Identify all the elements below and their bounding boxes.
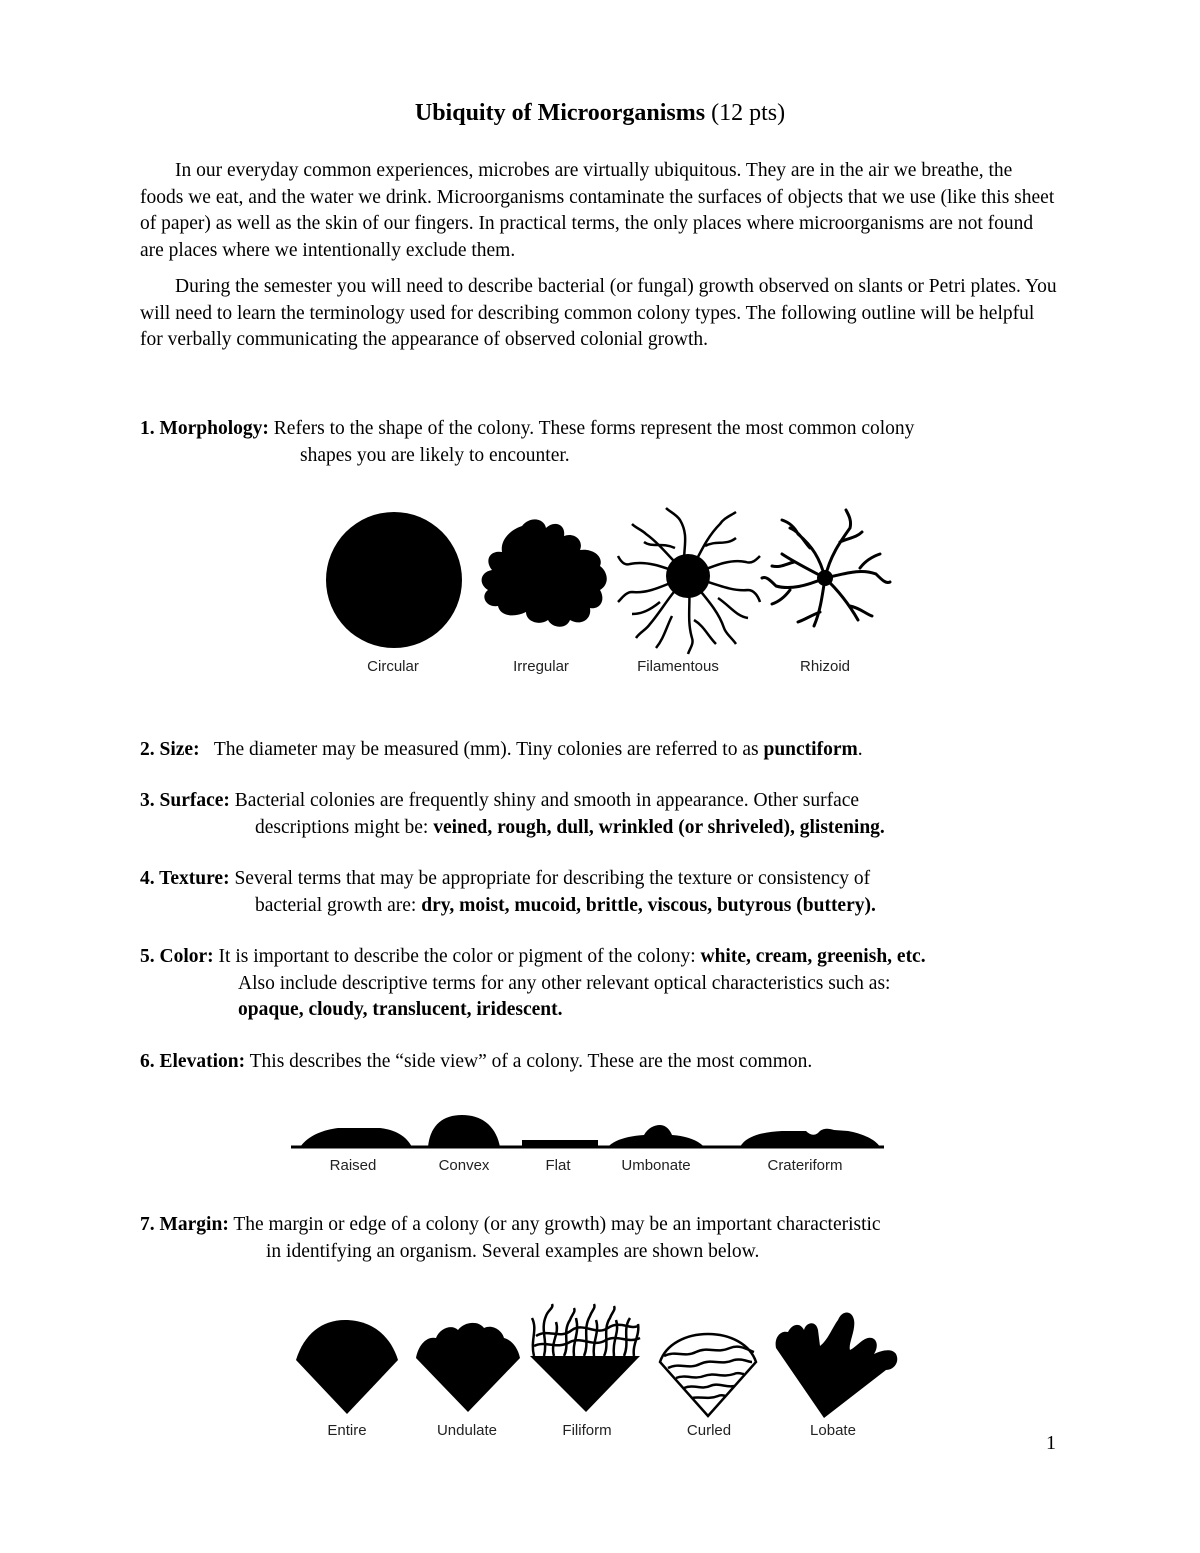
caption-lobate: Lobate: [810, 1422, 856, 1439]
margin-figure: [290, 1300, 920, 1420]
elevation-label: 6. Elevation:: [140, 1051, 246, 1072]
color-item: [140, 944, 1070, 1024]
size-term: punctiform: [763, 739, 858, 760]
filamentous-colony-shape: [618, 508, 760, 654]
size-item: [140, 737, 1070, 764]
margin-text-1: The margin or edge of a colony (or any growth) may be an important characteristic: [233, 1214, 881, 1235]
elevation-figure: [288, 1108, 888, 1152]
margin-text-2: in identifying an organism. Several examples are shown below.: [266, 1240, 760, 1262]
surface-terms: veined, rough, dull, wrinkled (or shriveled), glistening.: [433, 816, 885, 838]
surface-text-2-wrap: [140, 815, 1070, 842]
elevation-item: [140, 1049, 1070, 1076]
margin-item: [140, 1212, 1070, 1265]
convex-elevation-shape: [428, 1115, 500, 1147]
intro-paragraph-2: During the semester you will need to describe bacterial (or fungal) growth observed on slants or Petri plates. You will need to learn the terminology used for describing common colony types. The following outline will be helpful for verbally communicating the appearance of observed colonial growth.: [140, 276, 1057, 350]
caption-irregular: Irregular: [513, 658, 569, 675]
size-label: 2. Size:: [140, 739, 200, 760]
caption-undulate: Undulate: [436, 1422, 498, 1439]
morphology-text-1: Refers to the shape of the colony. These forms represent the most common colony: [273, 418, 915, 439]
flat-elevation-shape: [522, 1140, 598, 1147]
texture-terms: dry, moist, mucoid, brittle, viscous, butyrous (buttery).: [421, 894, 876, 916]
surface-text-2: descriptions might be:: [255, 816, 429, 838]
size-period: .: [857, 739, 863, 760]
size-text: The diameter may be measured (mm). Tiny colonies are referred to as: [213, 739, 759, 760]
filiform-margin-shape: [530, 1304, 640, 1412]
texture-text-1: Several terms that may be appropriate for describing the texture or consistency of: [234, 868, 871, 889]
caption-raised: Raised: [329, 1157, 377, 1174]
intro-paragraph-1: In our everyday common experiences, microbes are virtually ubiquitous. They are in the air we breathe, the foods we eat, and the water we drink. Microorganisms contaminate the surfaces of objects that we use (like this sheet of paper) as well as the skin of our fingers. In practical terms, the only places where microorganisms are not found are places where we intentionally exclude them.: [140, 160, 1055, 261]
caption-convex: Convex: [438, 1157, 490, 1174]
caption-flat: Flat: [545, 1157, 571, 1174]
surface-label: 3. Surface:: [140, 790, 230, 811]
caption-filiform: Filiform: [562, 1422, 612, 1439]
color-text-1: It is important to describe the color or pigment of the colony:: [218, 946, 696, 967]
irregular-colony-shape: [482, 519, 607, 626]
color-text-2: Also include descriptive terms for any other relevant optical characteristics such as:: [238, 972, 891, 994]
rhizoid-colony-shape: [762, 510, 890, 626]
morphology-figure: [300, 498, 900, 658]
umbonate-elevation-shape: [608, 1125, 704, 1147]
morphology-text-2: shapes you are likely to encounter.: [300, 444, 570, 466]
caption-umbonate: Umbonate: [621, 1157, 691, 1174]
texture-text-2: bacterial growth are:: [255, 894, 417, 916]
title-main: Ubiquity of Microorganisms: [414, 100, 706, 126]
color-terms-1: white, cream, greenish, etc.: [700, 946, 926, 967]
color-terms-2: opaque, cloudy, translucent, iridescent.: [238, 999, 563, 1020]
page-number: 1: [1046, 1432, 1056, 1454]
title-points: (12 pts): [711, 100, 786, 126]
circular-colony-shape: [326, 512, 462, 648]
curled-margin-shape: [660, 1334, 756, 1416]
caption-filamentous: Filamentous: [637, 658, 719, 675]
page-title: [0, 100, 1200, 127]
morphology-label: 1. Morphology:: [140, 418, 269, 439]
color-text-3-wrap: [140, 997, 1070, 1024]
crateriform-elevation-shape: [740, 1129, 880, 1147]
surface-item: [140, 788, 1070, 841]
morphology-item: [140, 416, 1070, 469]
caption-entire: Entire: [327, 1422, 367, 1439]
surface-text-1: Bacterial colonies are frequently shiny and smooth in appearance. Other surface: [234, 790, 860, 811]
caption-crateriform: Crateriform: [767, 1157, 843, 1174]
lobate-margin-shape: [776, 1313, 898, 1419]
undulate-margin-shape: [416, 1323, 520, 1412]
texture-item: [140, 866, 1070, 919]
entire-margin-shape: [296, 1320, 398, 1414]
texture-text-2-wrap: [140, 893, 1070, 920]
color-label: 5. Color:: [140, 946, 214, 967]
caption-rhizoid: Rhizoid: [799, 658, 851, 675]
raised-elevation-shape: [300, 1128, 412, 1147]
caption-curled: Curled: [686, 1422, 732, 1439]
margin-label: 7. Margin:: [140, 1214, 229, 1235]
texture-label: 4. Texture:: [140, 868, 230, 889]
caption-circular: Circular: [367, 658, 419, 675]
elevation-text: This describes the “side view” of a colony. These are the most common.: [249, 1051, 813, 1072]
